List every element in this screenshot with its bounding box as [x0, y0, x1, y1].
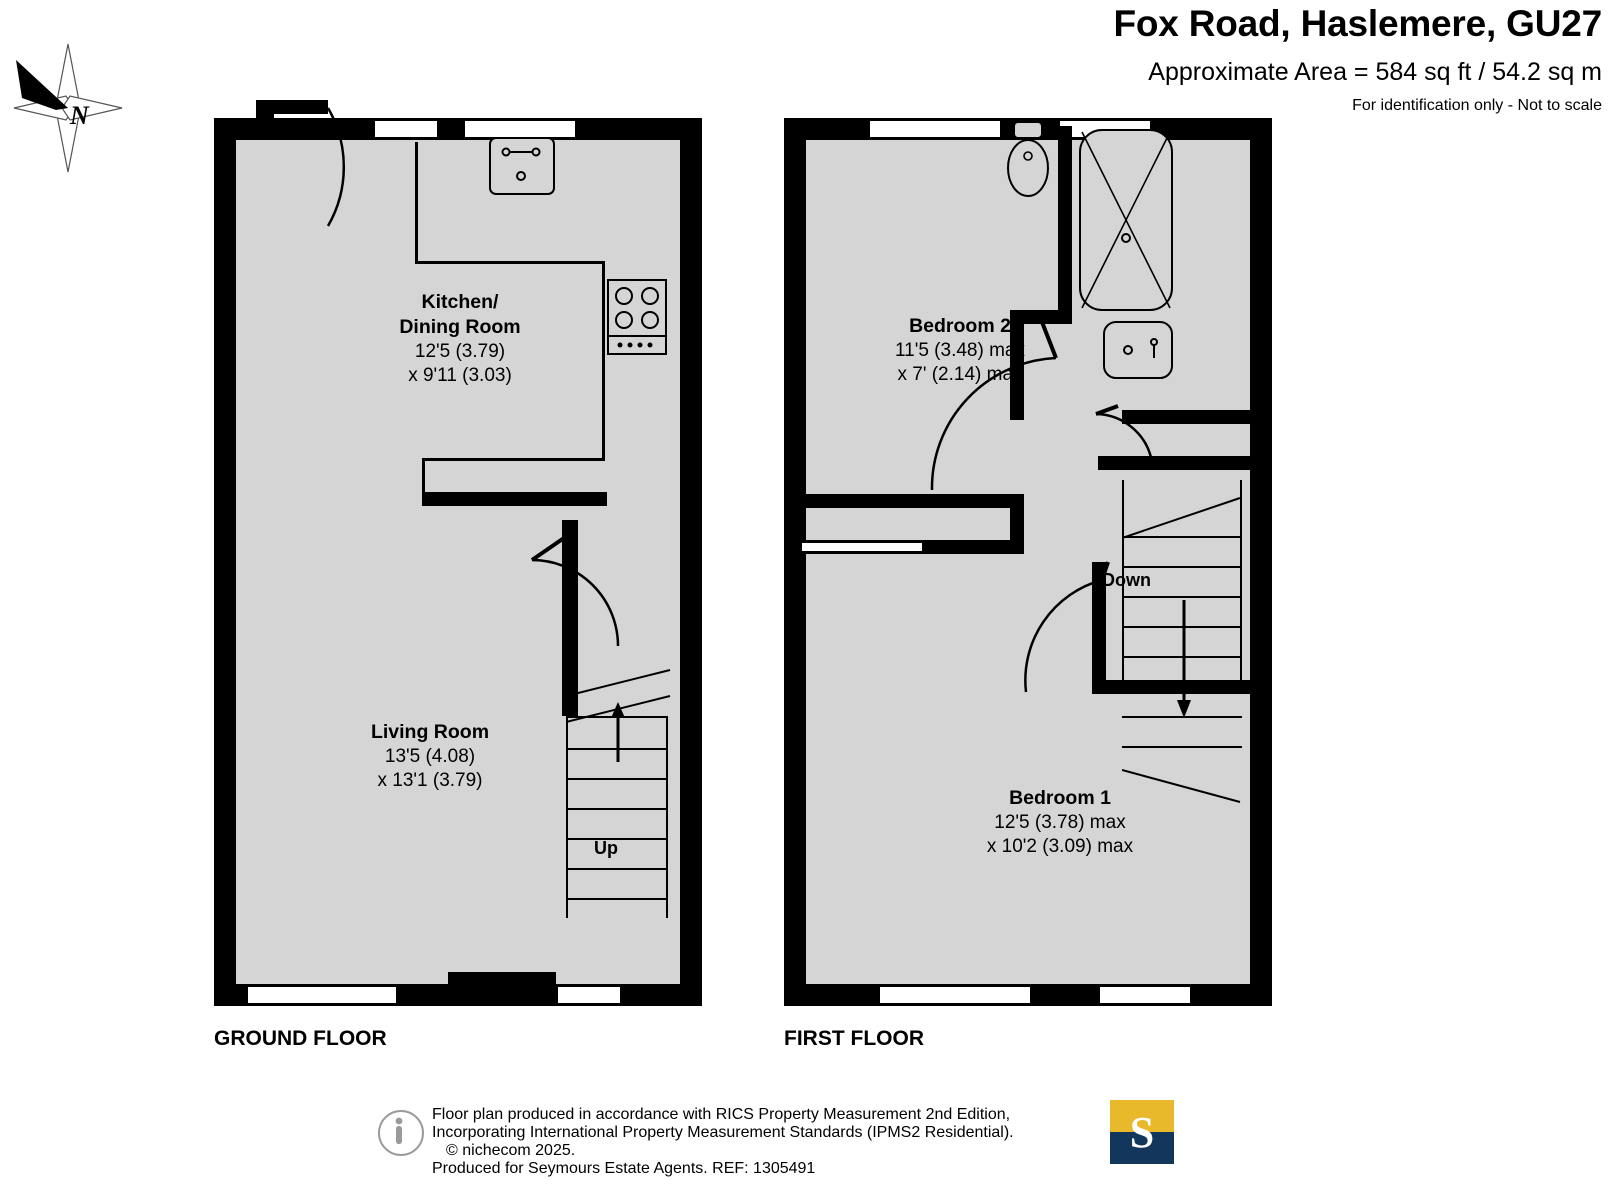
- ground-window-bottom-1: [248, 984, 396, 1006]
- kitchen-counter-edge-3: [602, 261, 605, 461]
- first-stair-direction-arrow: [1164, 600, 1204, 720]
- plan-header: [702, 0, 1602, 115]
- compass-north-label: N: [70, 101, 89, 130]
- kitchen-sink-icon: [488, 136, 558, 198]
- disclaimer-text: For identification only - Not to scale: [1352, 96, 1602, 114]
- room-dim-imperial: 12'5 (3.79): [414, 340, 506, 362]
- ground-door-arc-top: [256, 100, 406, 230]
- footer-line-3: Produced for Seymours Estate Agents. REF: 1305491: [432, 1160, 816, 1177]
- room-name-line1: Living Room: [370, 721, 490, 743]
- bathtub-icon: [1078, 128, 1178, 318]
- ground-wall-left: [214, 118, 236, 1006]
- kitchen-partition-wall: [422, 492, 607, 506]
- room-dim-imperial: 11'5 (3.48) max: [894, 339, 1025, 361]
- first-window-bottom-1: [880, 984, 1030, 1006]
- first-floor-title: FIRST FLOOR: [784, 1027, 924, 1050]
- footer-line-1: Floor plan produced in accordance with RICS Property Measurement 2nd Edition,: [432, 1106, 1011, 1123]
- compass-rose: [8, 38, 128, 178]
- first-stair-tread: [1122, 746, 1242, 748]
- first-stair-winder: [1122, 490, 1252, 550]
- ground-door-arc-bottom: [448, 890, 568, 1010]
- room-dim-metric: x 7' (2.14) max: [897, 364, 1023, 386]
- ground-stair-tread: [566, 898, 668, 900]
- first-window-top-1: [870, 118, 1000, 140]
- logo-letter: S: [1129, 1107, 1155, 1157]
- approximate-area: Approximate Area = 584 sq ft / 54.2 sq m: [1148, 57, 1602, 86]
- ground-floor-plan: [200, 100, 730, 1030]
- room-label-bedroom-1: [930, 786, 1190, 860]
- footer-copyright: © nichecom 2025.: [446, 1142, 576, 1159]
- room-name-line1: Bedroom 2: [909, 315, 1011, 337]
- room-label-kitchen-dining: [350, 290, 570, 389]
- kitchen-hob-icon: [606, 278, 668, 356]
- first-wall-left: [784, 118, 806, 1006]
- room-label-living-room: [320, 720, 540, 794]
- ground-stairs-up-label: Up: [594, 838, 618, 858]
- room-name-line2: Dining Room: [399, 315, 521, 338]
- kitchen-counter-edge-2: [415, 261, 605, 264]
- first-airing-cupboard-line: [802, 540, 922, 554]
- ground-stair-tread: [566, 778, 668, 780]
- ground-stair-direction-arrow: [598, 700, 638, 764]
- bathroom-door-arc: [1090, 400, 1170, 480]
- ground-wall-right: [680, 118, 702, 1006]
- first-bathroom-wall-v1: [1058, 126, 1072, 322]
- room-dim-metric: x 9'11 (3.03): [408, 365, 512, 387]
- room-dim-imperial: 13'5 (4.08): [384, 745, 476, 767]
- first-stair-tread: [1122, 596, 1242, 598]
- first-stair-tread: [1122, 566, 1242, 568]
- ground-stair-tread: [566, 868, 668, 870]
- seymours-logo: [1110, 1100, 1174, 1164]
- first-floor-plan: [770, 100, 1300, 1030]
- ground-stair-tread: [566, 808, 668, 810]
- room-name-line1: Bedroom 1: [1009, 787, 1111, 809]
- footer-text: [432, 1106, 1132, 1178]
- toilet-icon: [1000, 122, 1056, 212]
- first-stairs-down-label: Down: [1102, 570, 1151, 590]
- footer-line-2-wrap: [432, 1124, 1132, 1160]
- footer-line-2: Incorporating International Property Measurement Standards (IPMS2 Residential).: [432, 1124, 1014, 1141]
- kitchen-counter-edge-1: [415, 142, 418, 264]
- first-window-bottom-2: [1100, 984, 1190, 1006]
- accessibility-icon: [378, 1110, 424, 1156]
- page-title: Fox Road, Haslemere, GU27: [1113, 3, 1602, 44]
- washbasin-icon: [1102, 320, 1176, 382]
- room-dim-metric: x 13'1 (3.79): [377, 770, 483, 792]
- ground-stair-right-edge: [666, 716, 668, 918]
- ground-floor-title: GROUND FLOOR: [214, 1027, 387, 1050]
- kitchen-counter-edge-4: [422, 458, 605, 461]
- first-wall-right: [1250, 118, 1272, 1006]
- room-name-line1: Kitchen/: [421, 291, 499, 313]
- room-dim-metric: x 10'2 (3.09) max: [986, 836, 1134, 858]
- room-dim-imperial: 12'5 (3.78) max: [994, 811, 1126, 833]
- ground-stair-left-edge: [566, 716, 568, 918]
- room-label-bedroom-2: [840, 314, 1080, 388]
